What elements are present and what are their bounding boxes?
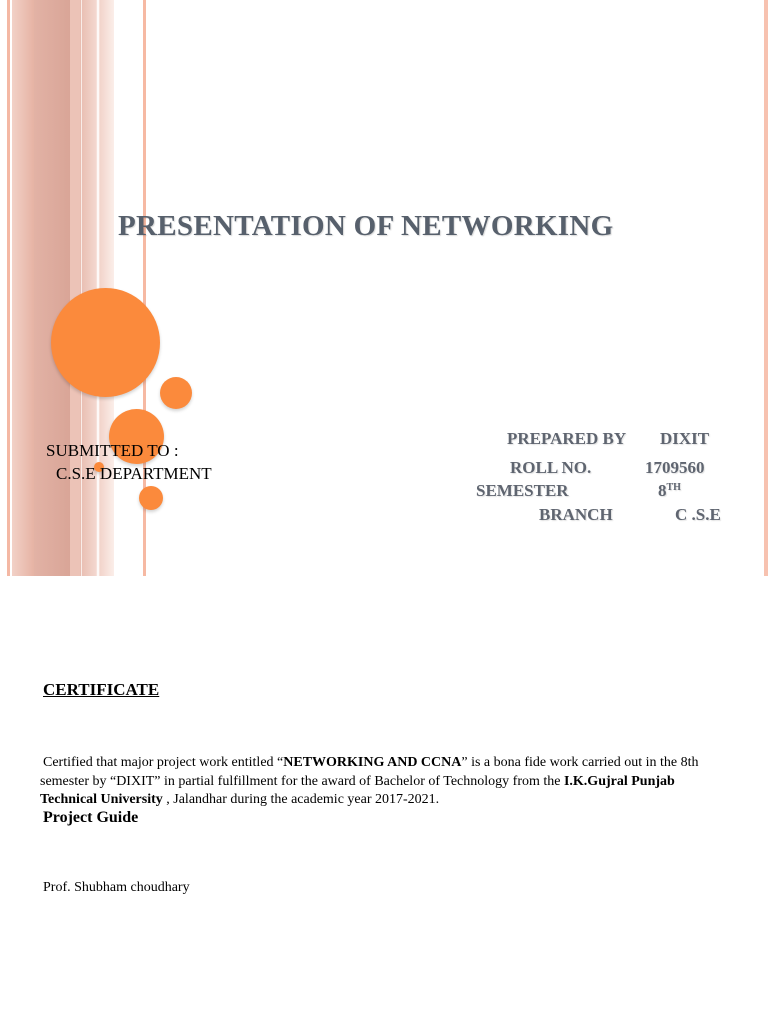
slide-left-border bbox=[7, 0, 10, 576]
branch-label: BRANCH bbox=[539, 505, 613, 524]
project-guide-heading: Project Guide bbox=[43, 809, 139, 826]
decorative-circle-small bbox=[139, 486, 163, 510]
project-name: NETWORKING AND CCNA bbox=[283, 755, 462, 770]
decorative-circle-small bbox=[160, 377, 192, 409]
prepared-by-value: DIXIT bbox=[660, 429, 710, 448]
decorative-line bbox=[81, 0, 82, 576]
prepared-by-row bbox=[507, 429, 710, 449]
university-name: I.K.Gujral Punjab Technical University bbox=[40, 773, 675, 807]
roll-no-row bbox=[510, 458, 705, 478]
semester-suffix: TH bbox=[666, 482, 681, 493]
slide-title: PRESENTATION OF NETWORKING bbox=[118, 210, 614, 242]
roll-no-value: 1709560 bbox=[645, 458, 705, 477]
certificate-text-part-2: ” is a bona fide work carried out in the 8th semester by “DIXIT” in partial fulfillment for the award of Bachelor of Technology from the bbox=[40, 755, 699, 789]
submitted-to-block bbox=[46, 439, 212, 485]
decorative-stripe bbox=[12, 0, 34, 576]
submitted-to-label: SUBMITTED TO : bbox=[46, 441, 179, 460]
slide-right-border bbox=[764, 0, 768, 576]
decorative-circle-large bbox=[51, 288, 160, 397]
semester-row bbox=[476, 481, 681, 501]
roll-no-label: ROLL NO. bbox=[510, 458, 592, 477]
branch-row bbox=[539, 505, 721, 525]
submitted-to-value: C.S.E DEPARTMENT bbox=[56, 464, 212, 483]
prepared-by-label: PREPARED BY bbox=[507, 429, 627, 448]
certificate-text-part-1: Certified that major project work entitled “ bbox=[43, 755, 284, 770]
semester-label: SEMESTER bbox=[476, 481, 569, 500]
decorative-stripe bbox=[70, 0, 80, 576]
branch-value: C .S.E bbox=[675, 505, 721, 524]
certificate-body bbox=[40, 754, 730, 810]
decorative-stripe bbox=[80, 0, 96, 576]
semester-value: 8 bbox=[658, 481, 667, 500]
certificate-text-part-3: , Jalandhar during the academic year 2017-2021. bbox=[162, 792, 440, 807]
project-guide-name: Prof. Shubham choudhary bbox=[43, 880, 190, 895]
semester-value-group bbox=[658, 481, 681, 501]
decorative-stripe bbox=[34, 0, 70, 576]
certificate-page bbox=[0, 576, 768, 1024]
certificate-title: CERTIFICATE bbox=[43, 680, 160, 699]
